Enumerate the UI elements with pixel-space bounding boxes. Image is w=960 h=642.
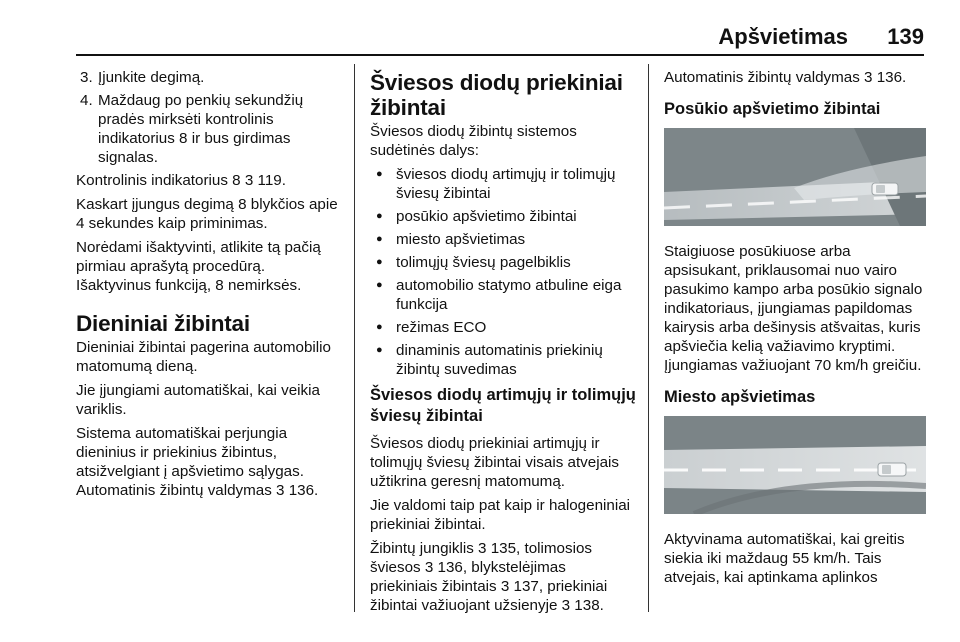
column-divider [354,64,355,612]
page-header [0,22,960,56]
list-item: ● šviesos diodų artimųjų ir tolimųjų šviesų žibintai [370,165,636,203]
section-heading: Šviesos diodų priekiniai žibintai [370,70,623,120]
list-item: ● automobilio statymo atbuline eiga funkcija [370,276,636,314]
subsection-heading: Šviesos diodų artimųjų ir tolimųjų šviesų žibintai [370,386,636,425]
header-rule [76,54,924,56]
list-item: 3. Įjunkite degimą. [80,69,205,86]
column-1 [76,68,338,505]
list-item: 4. Maždaug po penkių sekundžių pradės mirksėti kontrolinis indikatorius 8 ir bus girdimas signalas. [80,92,304,166]
paragraph: Kaskart įjungus degimą 8 blykčios apie 4 sekundes kaip priminimas. [76,196,338,232]
paragraph: Norėdami išaktyvinti, atlikite tą pačią pirmiau aprašytą procedūrą. [76,239,321,275]
list-item: ● posūkio apšvietimo žibintai [370,207,636,226]
paragraph: Jie valdomi taip pat kaip ir halogeniniai priekiniai žibintai. [370,497,631,533]
section-heading: Dieniniai žibintai [76,311,250,336]
list-item: ● tolimųjų šviesų pagelbiklis [370,253,636,272]
column-3 [664,68,926,592]
paragraph: Išaktyvinus funkciją, 8 nemirksės. [76,277,302,294]
page-number: 139 [887,24,924,49]
town-light-illustration [664,416,926,514]
subsection-heading: Posūkio apšvietimo žibintai [664,100,881,118]
column-2 [370,68,636,620]
paragraph: Kontrolinis indikatorius 8 3 119. [76,172,286,189]
column-divider [648,64,649,612]
paragraph: Staigiuose posūkiuose arba apsisukant, priklausomai nuo vairo pasukimo kampo arba posūkio signalo indikatoriaus, įjungiamas papildomas kairysis arba dešinysis atšvaitas, kuris apšviečia kelią važiavimo kryptimi. Įjungiamas važiuojant 70 km/h greičiu. [664,243,923,374]
paragraph: Sistema automatiškai perjungia dieninius ir priekinius žibintus, atsižvelgiant į apšvietimo sąlygas. [76,425,304,480]
steps-list [76,68,338,167]
paragraph: Automatinis žibintų valdymas 3 136. [664,69,907,86]
paragraph: Šviesos diodų žibintų sistemos sudėtinės dalys: [370,123,577,159]
paragraph: Žibintų jungiklis 3 135, tolimosios šviesos 3 136, blykstelėjimas priekiniais žibintais 3 137, priekiniai žibintai važiuojant užsienyje 3 138. [370,540,608,614]
paragraph: Šviesos diodų priekiniai artimųjų ir tolimųjų šviesų žibintai visais atvejais užtikrina geresnį matomumą. [370,435,620,490]
paragraph: Dieniniai žibintai pagerina automobilio matomumą dieną. [76,339,331,375]
paragraph: Aktyvinama automatiškai, kai greitis siekia iki maždaug 55 km/h. Tais atvejais, kai aptinkama aplinkos [664,531,905,586]
paragraph: Jie įjungiami automatiškai, kai veikia variklis. [76,382,320,418]
list-item: ● miesto apšvietimas [370,230,636,249]
chapter-title: Apšvietimas [718,24,848,49]
components-list [370,165,636,379]
subsection-heading: Miesto apšvietimas [664,388,816,406]
list-item: ● režimas ECO [370,318,636,337]
list-item: ● dinaminis automatinis priekinių žibintų suvedimas [370,341,636,379]
paragraph: Automatinis žibintų valdymas 3 136. [76,482,319,499]
cornering-light-illustration [664,128,926,226]
